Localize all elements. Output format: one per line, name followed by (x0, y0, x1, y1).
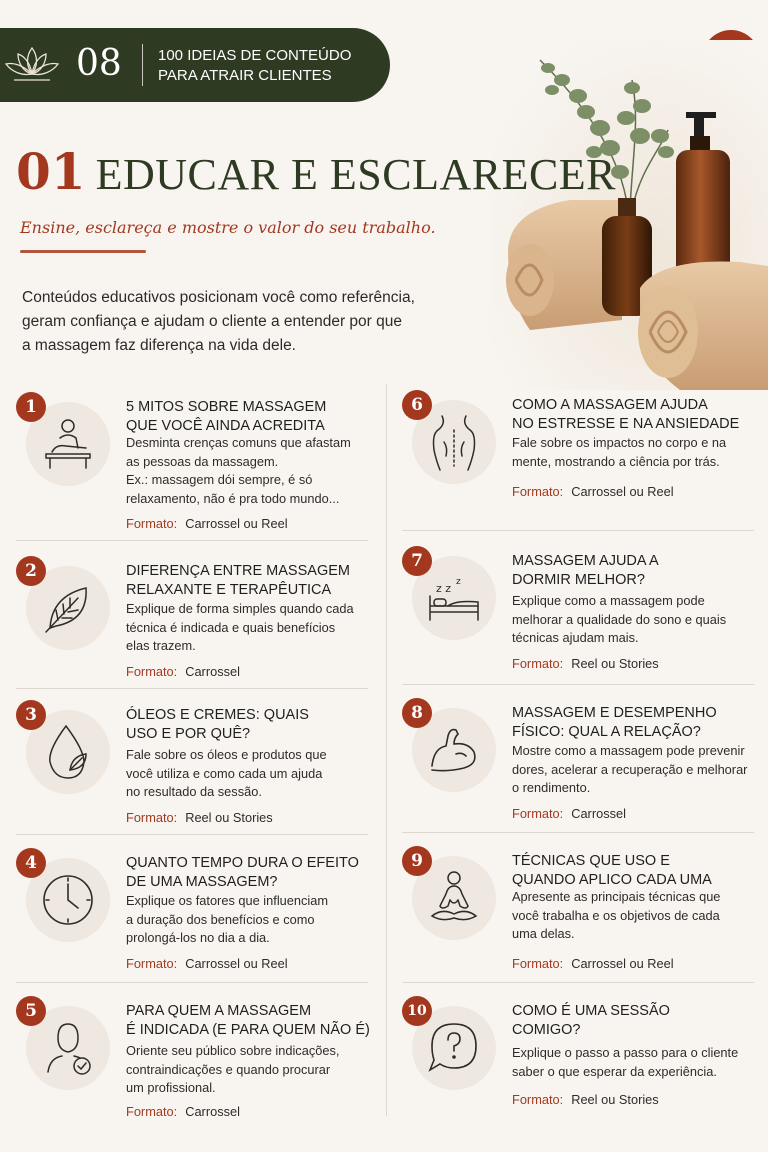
header-divider (142, 44, 143, 86)
item-separator (402, 832, 754, 833)
header-number: 08 (76, 43, 122, 84)
idea-number-badge: 9 (402, 846, 432, 876)
idea-number-badge: 1 (16, 392, 46, 422)
idea-number-badge: 3 (16, 700, 46, 730)
idea-number-badge: 8 (402, 698, 432, 728)
subtitle-underline (20, 250, 146, 253)
header-title-line1: 100 IDEIAS DE CONTEÚDO (158, 47, 352, 64)
svg-text:z z: z z (436, 582, 452, 595)
header-bar (0, 28, 390, 102)
idea-format: Formato: Carrossel (126, 1104, 240, 1119)
idea-number-badge: 10 (402, 996, 432, 1026)
idea-number-badge: 7 (402, 546, 432, 576)
intro-line: Conteúdos educativos posicionam você como referência, (22, 289, 415, 306)
idea-title: ÓLEOS E CREMES: QUAIS USO E POR QUÊ? (126, 707, 309, 742)
section-title: EDUCAR E ESCLARECER (95, 150, 617, 199)
idea-item-10 (402, 996, 762, 1116)
idea-item-2 (16, 556, 376, 680)
item-separator (402, 684, 754, 685)
idea-format: Formato: Reel ou Stories (126, 810, 273, 825)
idea-format: Formato: Carrossel ou Reel (126, 516, 288, 531)
header-title (158, 46, 351, 86)
idea-title: COMO A MASSAGEM AJUDA NO ESTRESSE E NA ANSIEDADE (512, 397, 740, 432)
idea-item-9 (402, 846, 762, 972)
idea-title: QUANTO TEMPO DURA O EFEITO DE UMA MASSAGEM? (126, 855, 359, 890)
item-separator (402, 530, 754, 531)
idea-description: Desminta crenças comuns que afastam as pessoas da massagem. Ex.: massagem dói sempre, é só relaxamento, não é pra todo mundo... (126, 435, 351, 506)
idea-description: Explique como a massagem pode melhorar a qualidade do sono e quais técnicas ajudam mais. (512, 593, 727, 645)
item-separator (16, 688, 368, 689)
idea-description: Apresente as principais técnicas que você trabalha e os objetivos de cada uma delas. (512, 889, 721, 941)
idea-description: Mostre como a massagem pode prevenir dores, acelerar a recuperação e melhorar o rendimento. (512, 743, 748, 795)
idea-title: 5 MITOS SOBRE MASSAGEM QUE VOCÊ AINDA ACREDITA (126, 399, 327, 434)
item-separator (16, 982, 368, 983)
idea-title: TÉCNICAS QUE USO E QUANDO APLICO CADA UMA (512, 853, 712, 888)
column-divider (386, 384, 387, 1116)
idea-format: Formato: Carrossel ou Reel (512, 484, 674, 499)
lotus-icon (4, 42, 60, 86)
idea-description: Explique o passo a passo para o cliente saber o que esperar da experiência. (512, 1045, 739, 1079)
idea-item-5 (16, 996, 376, 1126)
item-separator (16, 540, 368, 541)
idea-number-badge: 5 (16, 996, 46, 1026)
idea-number-badge: 4 (16, 848, 46, 878)
idea-format: Formato: Carrossel (512, 806, 626, 821)
intro-line: a massagem faz diferença na vida dele. (22, 337, 296, 354)
intro-line: geram confiança e ajudam o cliente a entender por que (22, 313, 402, 330)
svg-text:z: z (456, 577, 461, 587)
idea-format: Formato: Reel ou Stories (512, 656, 659, 671)
idea-number-badge: 2 (16, 556, 46, 586)
idea-item-7 (402, 546, 762, 672)
idea-title: COMO É UMA SESSÃO COMIGO? (512, 1003, 670, 1038)
header-title-line2: PARA ATRAIR CLIENTES (158, 67, 332, 84)
idea-item-8 (402, 698, 762, 824)
idea-item-1 (16, 392, 376, 532)
idea-description: Oriente seu público sobre indicações, contraindicações e quando procurar um profissional. (126, 1043, 340, 1095)
idea-title: DIFERENÇA ENTRE MASSAGEM RELAXANTE E TERAPÊUTICA (126, 563, 350, 598)
idea-description: Explique os fatores que influenciam a duração dos benefícios e como prolongá-los no dia a dia. (126, 893, 329, 945)
idea-format: Formato: Carrossel ou Reel (126, 956, 288, 971)
item-separator (402, 982, 754, 983)
idea-format: Formato: Reel ou Stories (512, 1092, 659, 1107)
page-title (16, 142, 616, 201)
section-subtitle: Ensine, esclareça e mostre o valor do seu trabalho. (20, 218, 436, 237)
idea-title: PARA QUEM A MASSAGEM É INDICADA (E PARA QUEM NÃO É) (126, 1003, 370, 1038)
idea-title: MASSAGEM E DESEMPENHO FÍSICO: QUAL A RELAÇÃO? (512, 705, 717, 740)
idea-format: Formato: Carrossel (126, 664, 240, 679)
idea-title: MASSAGEM AJUDA A DORMIR MELHOR? (512, 553, 659, 588)
idea-number-badge: 6 (402, 390, 432, 420)
idea-description: Fale sobre os impactos no corpo e na mente, mostrando a ciência por trás. (512, 435, 727, 469)
spa-photo (490, 40, 768, 390)
idea-item-4 (16, 848, 376, 974)
idea-item-3 (16, 700, 376, 828)
idea-item-6 (402, 390, 762, 510)
idea-description: Fale sobre os óleos e produtos que você utiliza e como cada um ajuda no resultado da sessão. (126, 747, 327, 799)
idea-description: Explique de forma simples quando cada técnica é indicada e quais benefícios elas trazem. (126, 601, 354, 653)
idea-format: Formato: Carrossel ou Reel (512, 956, 674, 971)
section-number: 01 (16, 142, 86, 201)
intro-paragraph (22, 286, 422, 358)
item-separator (16, 834, 368, 835)
